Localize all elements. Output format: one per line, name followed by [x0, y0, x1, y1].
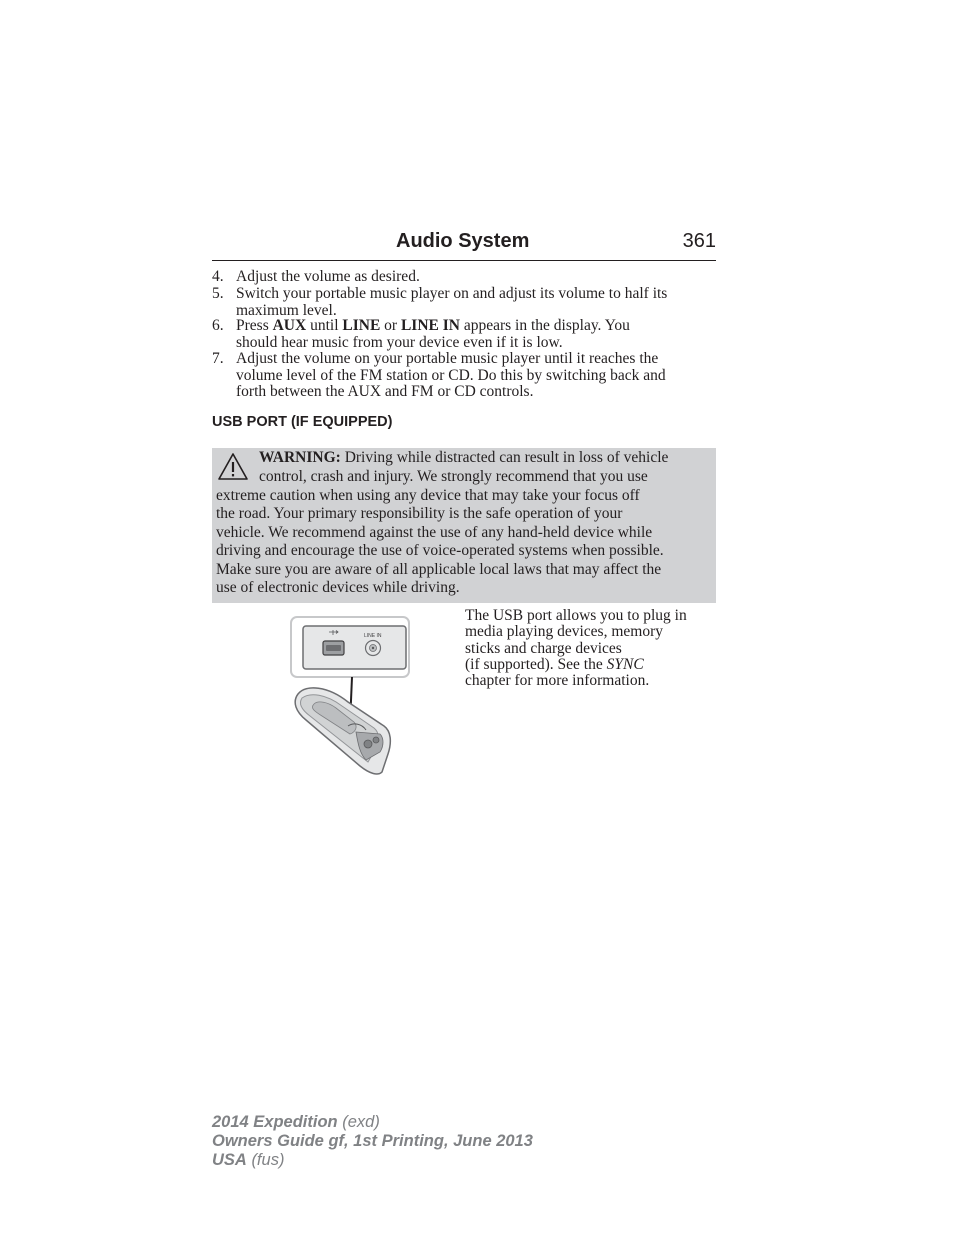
warning-line: control, crash and injury. We strongly recommend that you use — [259, 468, 648, 485]
warning-text: Driving while distracted can result in loss of vehicle — [344, 449, 669, 466]
warning-line: vehicle. We recommend against the use of any hand-held device while — [216, 523, 653, 541]
step-text-line: maximum level. — [236, 301, 337, 319]
step-text-line: should hear music from your device even if it is low. — [236, 333, 563, 351]
footer-line — [212, 1113, 533, 1132]
warning-line: driving and encourage the use of voice-operated systems when possible. — [216, 542, 664, 559]
footer-model-code: (exd) — [342, 1113, 380, 1131]
footer-model: 2014 Expedition — [212, 1113, 338, 1131]
warning-triangle-icon — [217, 452, 249, 482]
step-number: 6. — [212, 317, 224, 334]
usb-description-line: The USB port allows you to plug in — [465, 607, 687, 624]
aux-label: AUX — [272, 317, 307, 334]
warning-line: use of electronic devices while driving. — [216, 579, 460, 596]
text-run: Press — [236, 317, 269, 334]
list-item — [212, 269, 716, 286]
list-item — [212, 351, 716, 401]
step-number: 4. — [212, 268, 224, 285]
text-run: appears in the display. You — [463, 317, 630, 334]
usb-description-line: media playing devices, memory — [465, 623, 663, 641]
footer-line — [212, 1132, 533, 1151]
step-text-line: Adjust the volume on your portable music player until it reaches the — [236, 350, 659, 367]
line-in-label: LINE IN — [400, 317, 460, 334]
step-number: 5. — [212, 285, 224, 302]
page-number: 361 — [682, 230, 716, 252]
step-text-line: volume level of the FM station or CD. Do this by switching back and — [236, 366, 666, 384]
text-run: or — [384, 317, 398, 334]
warning-line: the road. Your primary responsibility is the safe operation of your — [216, 505, 623, 522]
section-heading: USB PORT (IF EQUIPPED) — [212, 414, 393, 430]
warning-box — [212, 448, 716, 603]
warning-line — [259, 449, 668, 467]
page-footer — [212, 1113, 533, 1170]
step-text-line: Switch your portable music player on and adjust its volume to half its — [236, 285, 668, 302]
usb-description-line: sticks and charge devices — [465, 639, 622, 657]
usb-description — [465, 608, 725, 689]
footer-market: USA — [212, 1151, 247, 1169]
footer-guide: Owners Guide gf, 1st Printing, June 2013 — [212, 1132, 533, 1150]
usb-port-illustration — [288, 614, 412, 776]
step-text — [236, 286, 716, 319]
step-text: Adjust the volume as desired. — [236, 268, 420, 285]
step-text-line — [236, 318, 716, 335]
list-item — [212, 286, 716, 319]
footer-market-code: (fus) — [251, 1151, 285, 1169]
line-label: LINE — [342, 317, 381, 334]
page-title: Audio System — [396, 230, 530, 252]
warning-line: Make sure you are aware of all applicable local laws that may affect the — [216, 560, 662, 578]
step-number: 7. — [212, 350, 224, 367]
warning-line: extreme caution when using any device that may take your focus off — [216, 486, 640, 504]
step-text — [236, 318, 716, 351]
line-in-jack-label: LINE IN — [364, 633, 382, 639]
step-text — [236, 351, 716, 401]
usb-description-line: chapter for more information. — [465, 672, 650, 690]
text-run: (if supported). See the — [465, 655, 603, 673]
list-item — [212, 318, 716, 351]
usb-description-line — [465, 657, 725, 673]
step-text-line: forth between the AUX and FM or CD controls. — [236, 383, 534, 400]
warning-label: WARNING: — [259, 449, 341, 466]
page-header — [212, 230, 716, 261]
sync-chapter-reference: SYNC — [606, 655, 644, 673]
footer-line — [212, 1151, 533, 1170]
text-run: until — [310, 317, 339, 334]
